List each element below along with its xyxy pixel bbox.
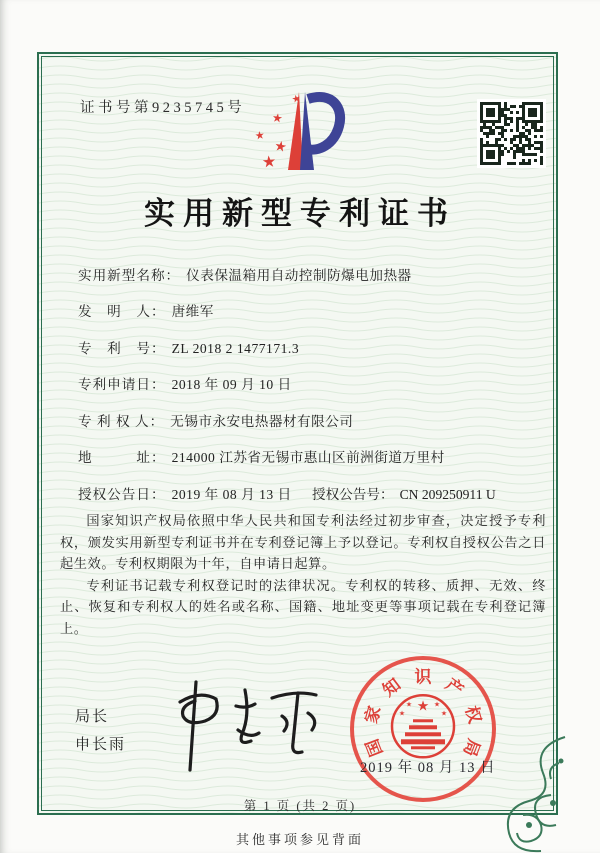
legal-paragraph-2: 专利证书记载专利权登记时的法律状况。专利权的转移、质押、无效、终止、恢复和专利权人的姓名或名称、国籍、地址变更等事项记载在专利登记簿上。: [60, 577, 546, 636]
field-patentee: [78, 410, 353, 430]
field-label: 专利申请日：: [78, 377, 166, 392]
field-label: 发 明 人：: [78, 304, 166, 319]
star-icon: ★: [271, 110, 284, 126]
field-application-date: [78, 373, 292, 393]
svg-text:★: ★: [440, 709, 448, 718]
commissioner-name: 申长雨: [75, 737, 127, 753]
field-value: 2018 年 09 月 10 日: [171, 377, 292, 392]
legal-paragraph-1: 国家知识产权局依照中华人民共和国专利法经过初步审查，决定授予专利权，颁发实用新型专利证书并在专利登记簿上予以登记。专利权自授权公告之日起生效。专利权期限为十年，自申请日起算。: [60, 513, 546, 572]
field-grant-number: [312, 483, 496, 503]
field-patent-number: [78, 337, 299, 357]
field-utility-model-name: [78, 264, 412, 284]
star-icon: ★: [261, 153, 278, 172]
svg-text:★: ★: [398, 709, 406, 718]
cnipa-logo: [240, 85, 370, 187]
field-address: [78, 446, 445, 466]
field-label: 专 利 权 人：: [78, 414, 165, 429]
field-value: CN 209250911 U: [399, 487, 496, 502]
field-label: 专 利 号：: [78, 341, 166, 356]
field-inventor: [78, 300, 214, 320]
star-icon: ★: [272, 139, 288, 156]
certificate-number: 证书号第9235745号: [80, 100, 246, 116]
svg-text:★: ★: [405, 700, 413, 709]
official-seal: 国 家 知 识 产 权 局 ★ ★ ★ ★ ★: [350, 656, 496, 802]
svg-text:★: ★: [416, 699, 430, 715]
page-number: 第 1 页 (共 2 页): [243, 799, 357, 813]
commissioner-title: 局长: [75, 709, 110, 725]
field-value: 仪表保温箱用自动控制防爆电加热器: [186, 268, 412, 283]
legal-text: [60, 510, 546, 640]
field-value: 214000 江苏省无锡市惠山区前洲街道万里村: [171, 450, 445, 465]
star-icon: ★: [254, 129, 266, 143]
field-grant-date: [78, 483, 292, 503]
star-icon: ★: [290, 93, 302, 106]
certificate-title: 实用新型专利证书: [144, 196, 456, 231]
seal-date: 2019 年 08 月 13 日: [360, 760, 496, 776]
commissioner-block: [75, 703, 126, 759]
svg-text:★: ★: [433, 700, 441, 709]
field-label: 授权公告号：: [312, 487, 394, 502]
national-emblem-icon: [389, 692, 457, 760]
field-value: 唐维军: [171, 304, 214, 319]
qr-code: [477, 99, 546, 168]
field-value: ZL 2018 2 1477171.3: [171, 341, 300, 356]
signature-script: [150, 678, 330, 778]
back-side-note: 其他事项参见背面: [235, 832, 364, 847]
corner-flourish-ornament: [493, 733, 569, 853]
field-label: 地 址：: [78, 450, 166, 465]
field-label: 实用新型名称：: [78, 268, 181, 283]
field-label: 授权公告日：: [78, 487, 166, 502]
field-value: 2019 年 08 月 13 日: [171, 487, 292, 502]
field-value: 无锡市永安电热器材有限公司: [170, 414, 354, 429]
logo-p-mark: [280, 88, 350, 178]
